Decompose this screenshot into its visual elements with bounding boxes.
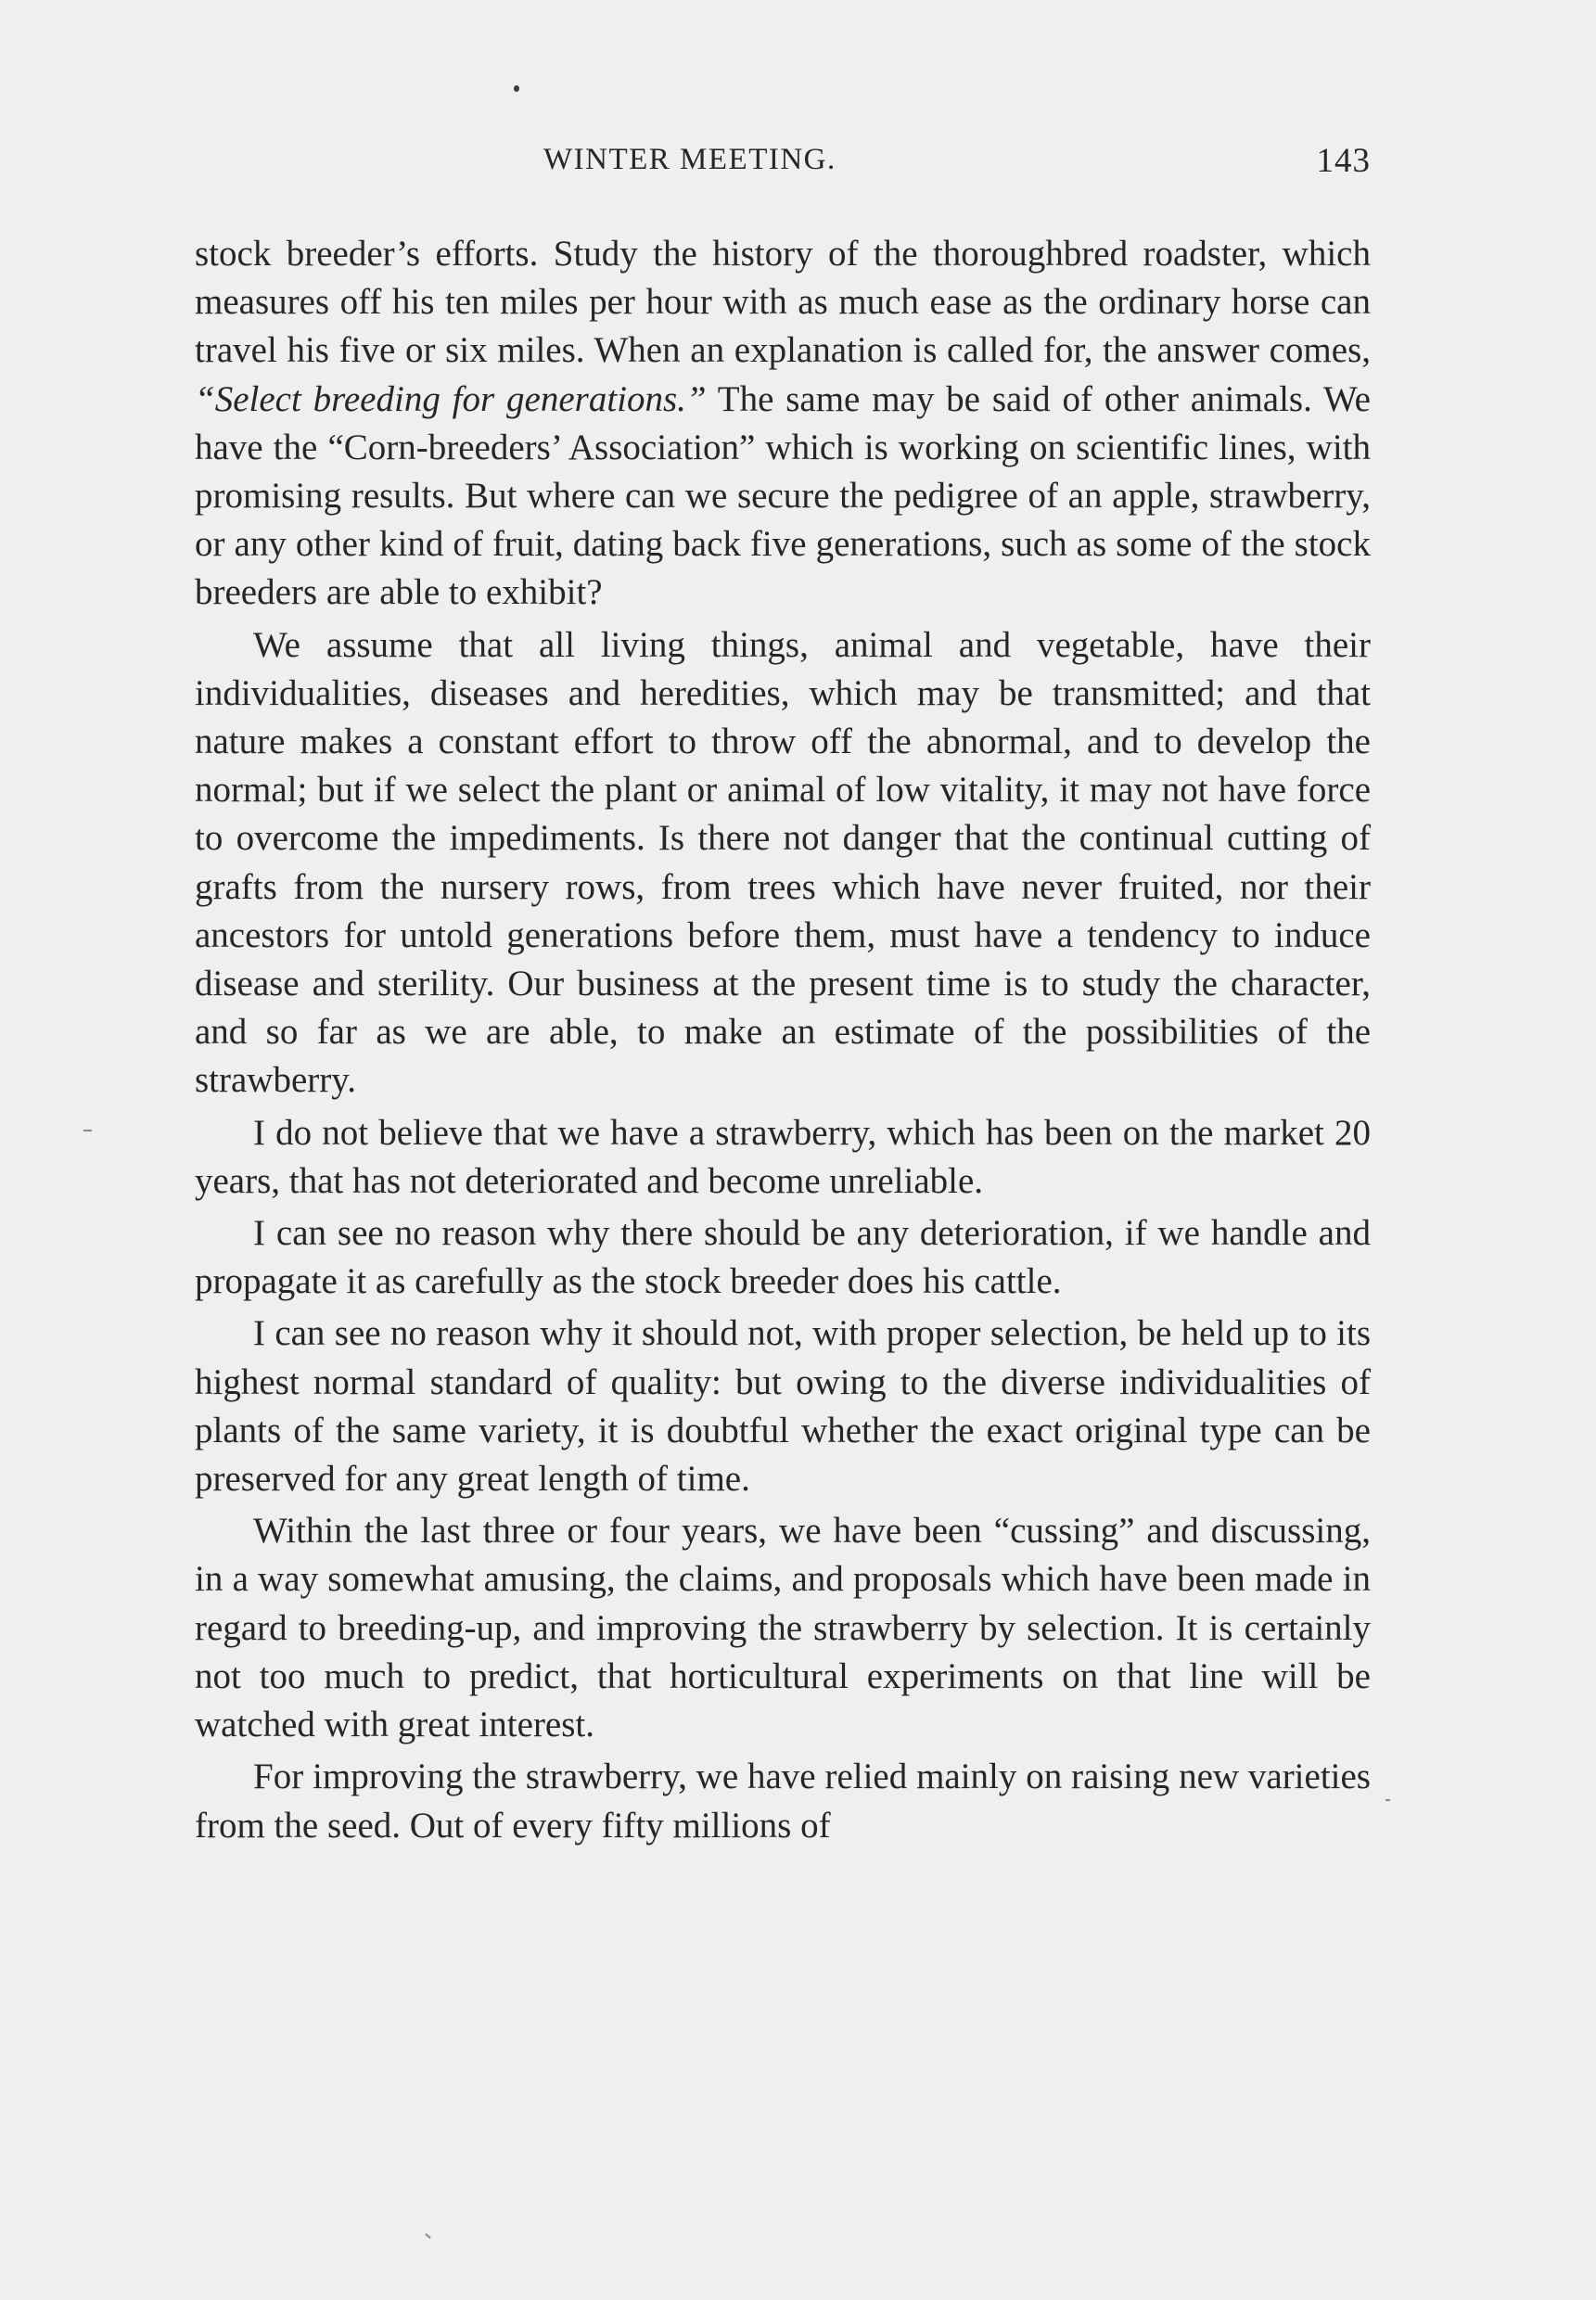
paragraph: I do not believe that we have a strawberry, which has been on the market 20 years, that has not deteriorated and become unreliable. bbox=[195, 1112, 1371, 1201]
paragraph-text: The same may be said of other animals. We have the “Corn-breeders’ Association” which is working on scientific lines, with promising results. But where can we secure the pedigree of an apple, strawberry, or any other kind of fruit, dating back five generations, such as some of the stock breeders are able to exhibit? bbox=[195, 378, 1371, 613]
paragraph-text: stock breeder’s efforts. Study the history of the thoroughbred roadster, which measures off his ten miles per hour with as much ease as the ordinary horse can travel his five or six miles. When an explanation is called for, the answer comes, bbox=[195, 234, 1371, 371]
margin-mark bbox=[83, 1130, 92, 1131]
print-speck bbox=[514, 85, 519, 92]
paragraph: I can see no reason why it should not, with proper selection, be held up to its highest normal standard of quality: but owing to the diverse individualities of plants of the same variety, it is doubtful whether the exact original type can be preserved for any great length of time. bbox=[195, 1313, 1371, 1500]
paragraph: We assume that all living things, animal and vegetable, have their individualities, diseases and heredities, which may be transmitted; and that nature makes a constant effort to throw off the abnormal, and to develop the normal; but if we select the plant or animal of low vitality, it may not have force to overcome the impediments. Is there not danger that the continual cutting of grafts from the nursery rows, from trees which have never fruited, nor their ancestors for untold generations before them, must have a tendency to induce disease and sterility. Our business at the present time is to study the character, and so far as we are able, to make an estimate of the possibilities of the strawberry. bbox=[195, 624, 1371, 1101]
margin-mark bbox=[425, 2233, 431, 2239]
running-head: WINTER MEETING. bbox=[543, 143, 836, 176]
paragraph: For improving the strawberry, we have relied mainly on raising new varieties from the seed. Out of every fifty millions of bbox=[195, 1757, 1371, 1846]
body-text bbox=[195, 230, 1371, 1850]
page-number: 143 bbox=[1316, 142, 1371, 180]
page-header bbox=[195, 139, 1371, 195]
emphasized-quote: “Select breeding for generations.” bbox=[195, 378, 707, 419]
margin-mark bbox=[1385, 1799, 1390, 1801]
paragraph bbox=[195, 230, 1371, 618]
paragraph: Within the last three or four years, we have been “cussing” and discussing, in a way somewhat amusing, the claims, and proposals which have been made in regard to breeding-up, and improving the strawberry by selection. It is certainly not too much to predict, that horticultural experiments on that line will be watched with great interest. bbox=[195, 1511, 1371, 1745]
paragraph: I can see no reason why there should be any deterioration, if we handle and propagate it as carefully as the stock breeder does his cattle. bbox=[195, 1213, 1371, 1302]
